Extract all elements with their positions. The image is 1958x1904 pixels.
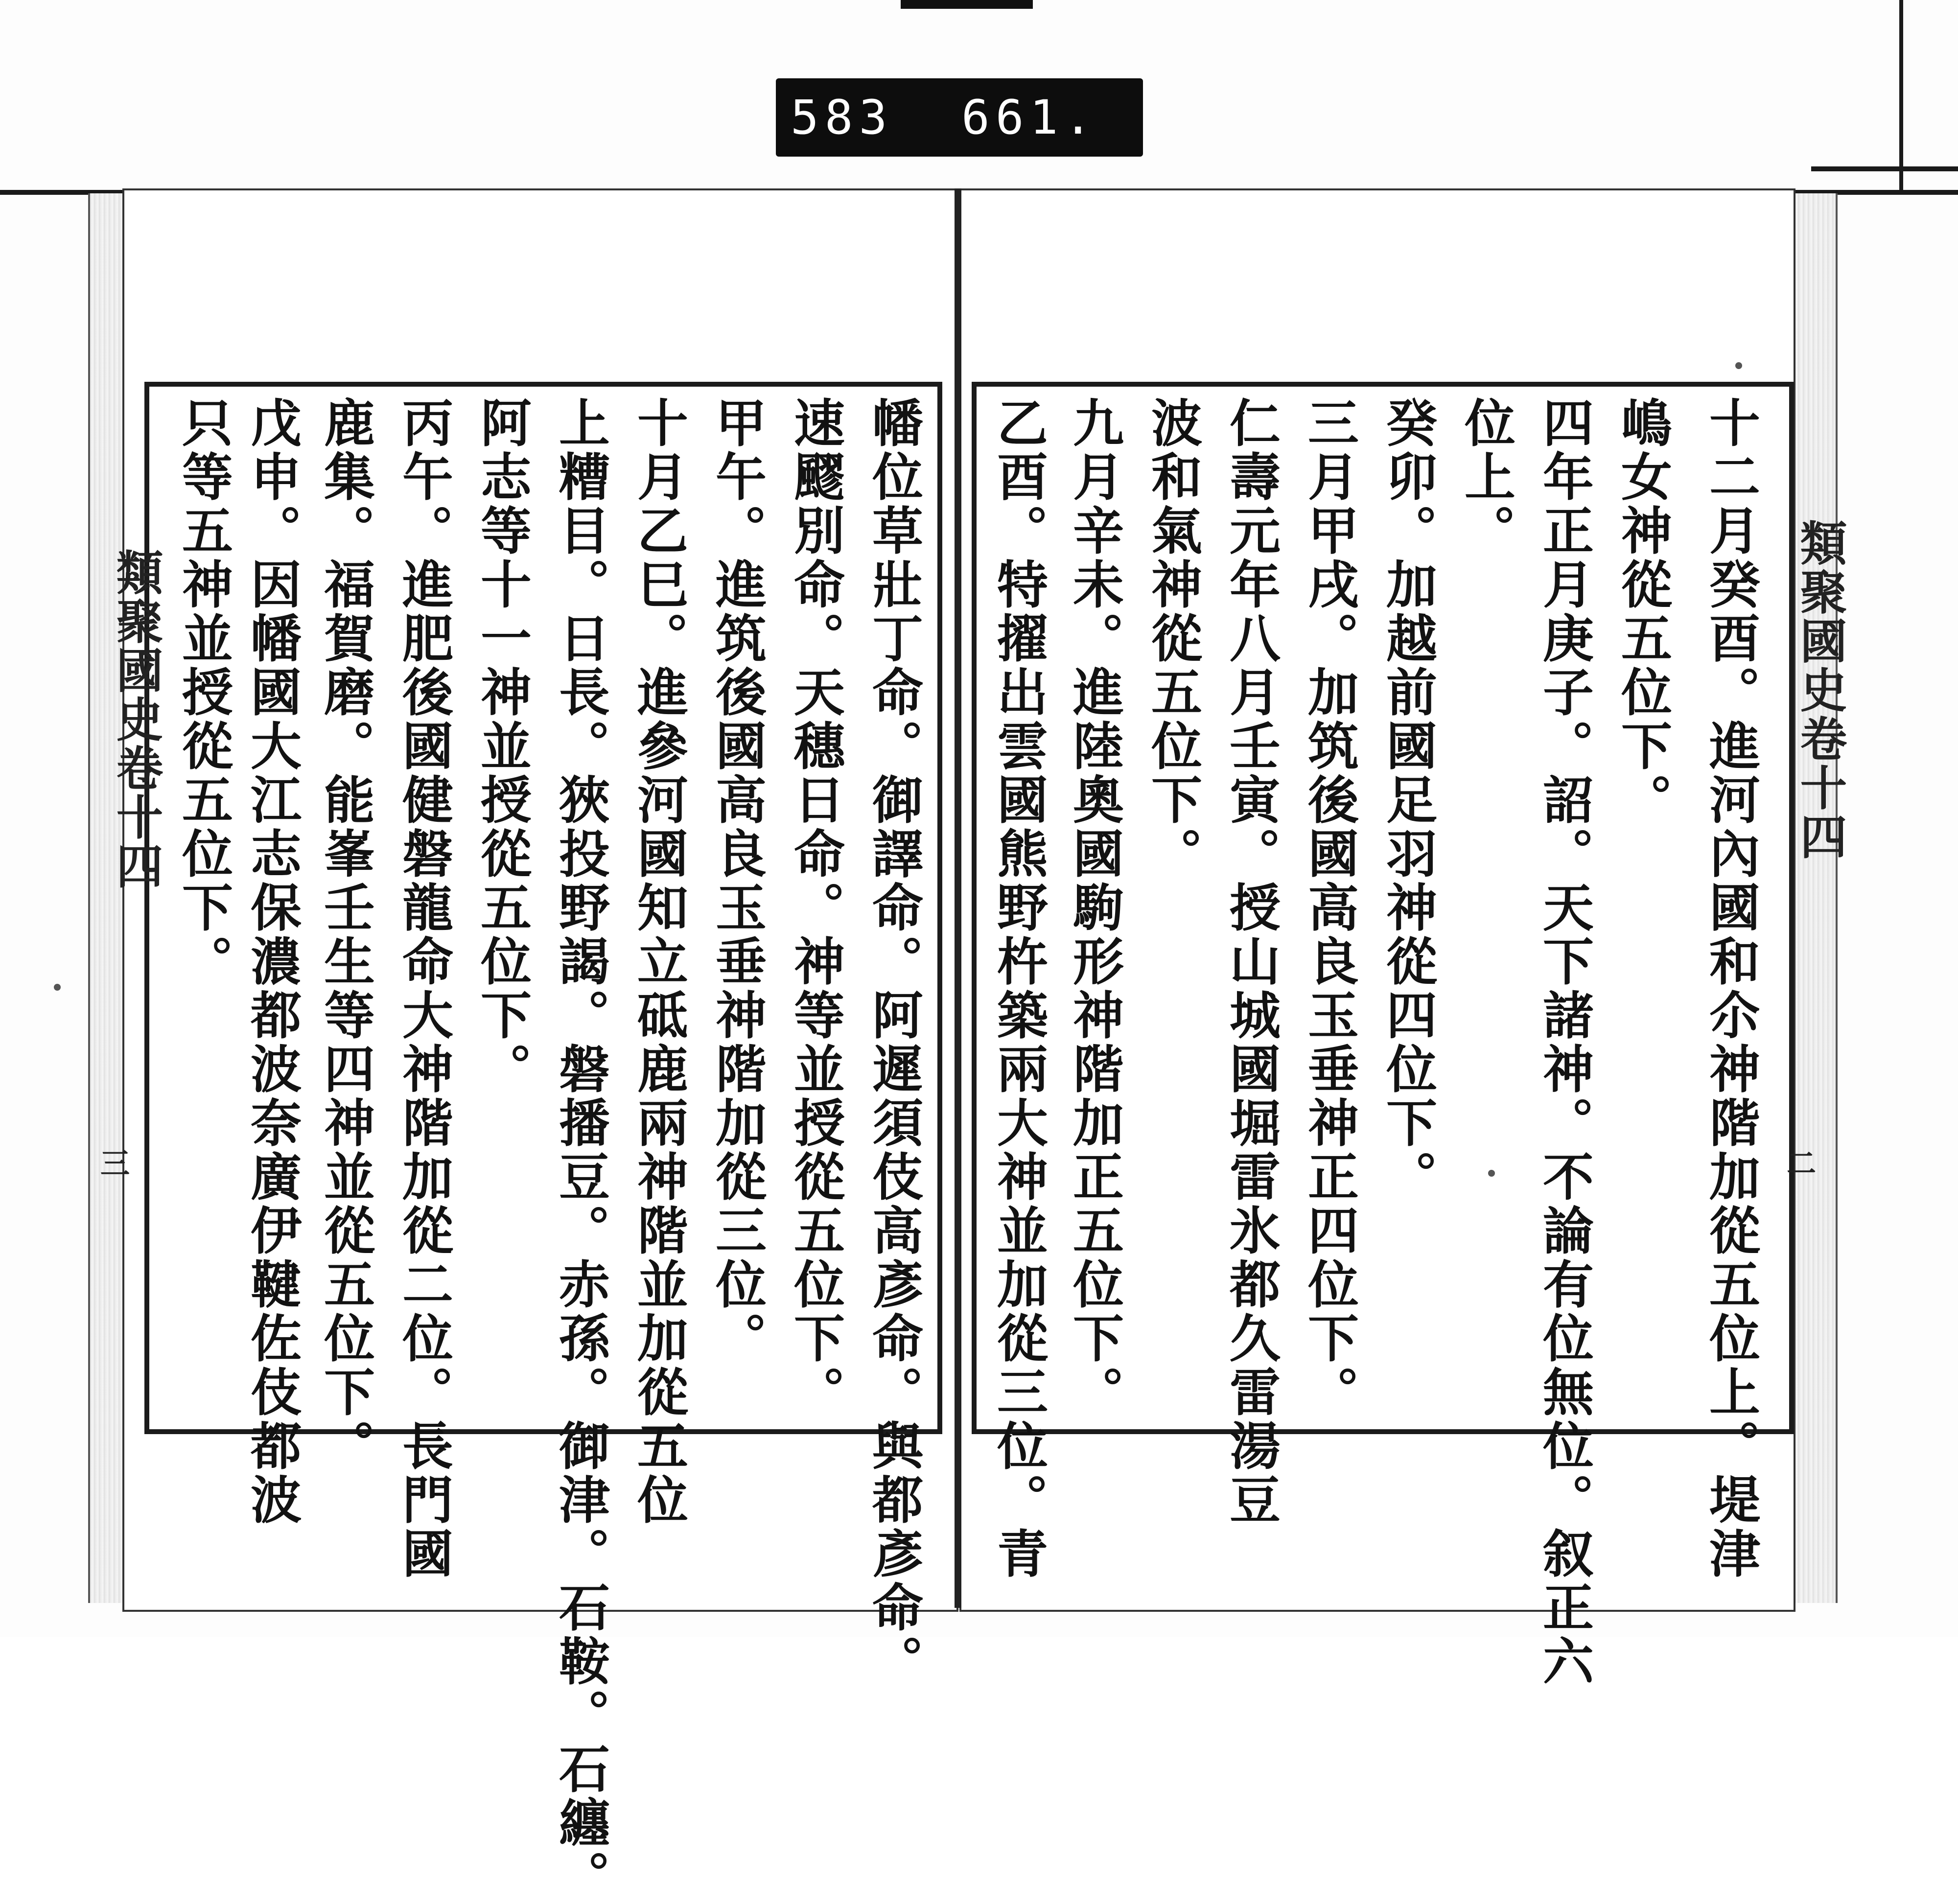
right-column-6: 三月甲戌。加筑後國高良玉垂神正四位下。 [1299,396,1359,1419]
left-column-8: 鹿集。福賀磨。能峯壬生等四神並從五位下。 [315,396,375,1473]
left-column-6: 阿志等十一神並授從五位下。 [472,396,532,1096]
left-column-10: 只等五神並授從五位下。 [173,396,233,989]
scan-speck [1488,1170,1495,1177]
right-column-4: 位上。 [1456,396,1516,558]
right-column-3: 四年正月庚子。詔。天下諸神。不論有位無位。叙正六 [1534,396,1594,1689]
book-gutter [955,188,961,1608]
left-column-4: 十月乙巳。進參河國知立砥鹿兩神階並加從五位 [629,396,689,1527]
scan-speck [54,984,61,991]
film-label-text: 583 661. [791,90,1098,145]
scan-speck [1735,362,1742,369]
left-column-3: 甲午。進筑後國高良玉垂神階加從三位。 [707,396,767,1366]
right-column-5: 癸卯。加越前國足羽神從四位下。 [1377,396,1438,1204]
film-label [776,78,1143,157]
right-folio: 二 [1787,1147,1816,1181]
left-running-title: 類聚國史卷十四 [109,548,164,891]
left-column-5: 上糟目。日長。狹投野謁。磐播豆。赤孫。御津。石鞍。石纏。 [550,396,610,1904]
right-column-10: 乙酉。特擢出雲國熊野杵築兩大神並加從三位。青 [988,396,1049,1581]
left-folio: 三 [100,1147,130,1181]
right-running-title: 類聚國史卷十四 [1793,519,1848,861]
film-top-tab [901,0,1033,9]
left-column-2: 速飂別命。天穗日命。神等並授從五位下。 [785,396,845,1419]
film-edge-line [1899,0,1903,193]
right-column-2: 嶋女神從五位下。 [1612,396,1673,827]
left-column-9: 戊申。因幡國大江志保濃都波奈廣伊鞬佐伎都波 [242,396,302,1527]
right-column-7: 仁壽元年八月壬寅。授山城國堀雷氷都久雷湯豆 [1221,396,1281,1527]
right-column-8: 波和氣神從五位下。 [1142,396,1203,881]
right-column-9: 九月辛未。進陸奧國駒形神階加正五位下。 [1064,396,1124,1419]
left-column-1: 幡位草壯丁命。御譯命。阿遲須伎高彥命。與都彥命。 [863,396,924,1689]
left-column-7: 丙午。進肥後國健磐龍命大神階加從二位。長門國 [394,396,454,1581]
right-column-1: 十二月癸酉。進河內國和尒神階加從五位上。堤津 [1701,396,1761,1581]
